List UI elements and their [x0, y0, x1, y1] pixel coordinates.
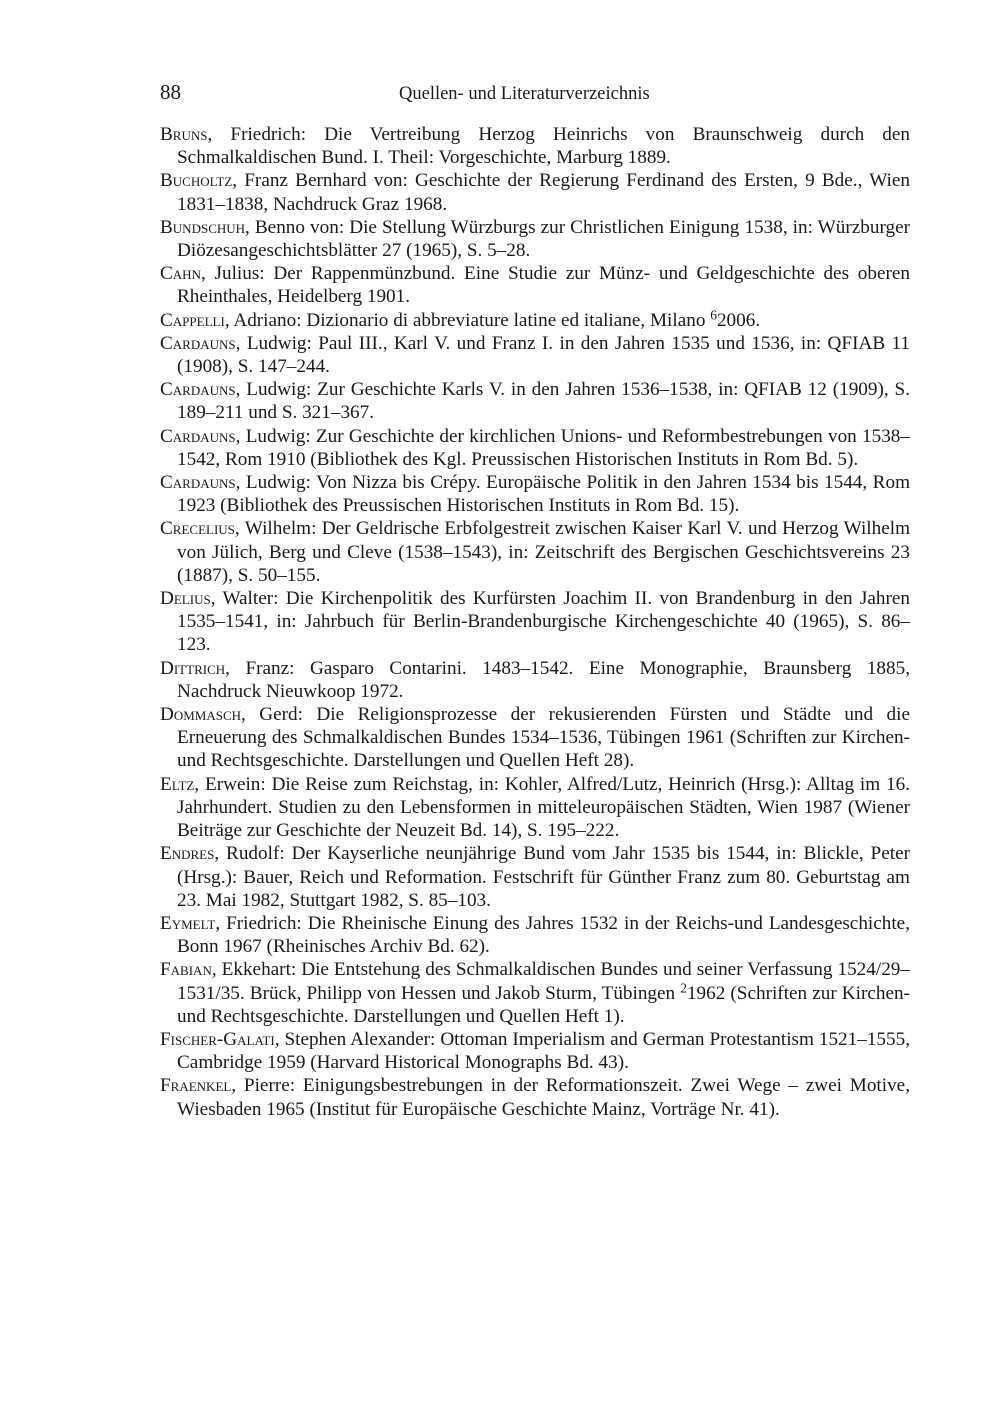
bib-entry	[160, 842, 910, 912]
bib-author: Dommasch	[160, 704, 242, 726]
bib-entry	[160, 262, 910, 308]
bib-author: Fraenkel	[160, 1075, 232, 1097]
bib-text: , Franz: Gasparo Contarini. 1483–1542. Eine Monographie, Braunsberg 1885, Nachdruck Nieuwkoop 1972.	[177, 657, 910, 702]
bib-entry	[160, 306, 910, 332]
bib-text: , Julius: Der Rappenmünzbund. Eine Studie zur Münz- und Geldgeschichte des oberen Rheinthales, Heidelberg 1901.	[177, 263, 910, 308]
bib-entry	[160, 912, 910, 958]
bib-text: , Stephen Alexander: Ottoman Imperialism and German Protestantism 1521–1555, Cambridge 1959 (Harvard Historical Monographs Bd. 43).	[177, 1028, 910, 1074]
bib-entry	[160, 657, 910, 703]
bib-entry	[160, 958, 910, 1028]
bib-text: , Wilhelm: Der Geldrische Erbfolgestreit zwischen Kaiser Karl V. und Herzog Wilhelm von Jülich, Berg und Cleve (1538–1543), in: Zeitschrift des Bergischen Geschichtsvereins 23 (1887), S. 50–155.	[177, 518, 910, 586]
bib-entry	[160, 332, 910, 378]
bib-author: Cardauns	[160, 472, 236, 494]
bib-text: , Ludwig: Von Nizza bis Crépy. Europäische Politik in den Jahren 1534 bis 1544, Rom 1923 (Bibliothek des Preussischen Historischen Instituts in Rom Bd. 15).	[177, 472, 910, 517]
bib-author: Cardauns	[160, 332, 236, 354]
bib-author: Cardauns	[160, 425, 236, 447]
bib-author: Crecelius	[160, 518, 235, 540]
bib-entry	[160, 517, 910, 587]
bib-author: Cappelli	[160, 309, 225, 331]
bib-author: Fabian	[160, 959, 212, 981]
bib-text: , Ludwig: Paul III., Karl V. und Franz I. in den Jahren 1535 und 1536, in: QFIAB 11 (1908), S. 147–244.	[177, 332, 910, 378]
bib-entry	[160, 216, 910, 262]
bib-text: , Walter: Die Kirchenpolitik des Kurfürsten Joachim II. von Brandenburg in den Jahren 1535–1541, in: Jahrbuch für Berlin-Brandenburgische Kirchengeschichte 40 (1965), S. 86–123.	[177, 588, 910, 656]
bib-author: Bruns	[160, 124, 208, 145]
bib-text: , Friedrich: Die Vertreibung Herzog Heinrichs von Braunschweig durch den Schmalkaldischen Bund. I. Theil: Vorgeschichte, Marburg 1889.	[177, 124, 910, 169]
running-head: Quellen- und Literaturverzeichnis	[399, 84, 650, 104]
bib-text: , Benno von: Die Stellung Würzburgs zur Christlichen Einigung 1538, in: Würzburger Diözesangeschichtsblätter 27 (1965), S. 5–28.	[177, 216, 910, 262]
bib-entry	[160, 703, 910, 773]
bib-author: Delius	[160, 588, 211, 610]
bib-author: Endres	[160, 843, 215, 865]
bib-text: , Rudolf: Der Kayserliche neunjährige Bund vom Jahr 1535 bis 1544, in: Blickle, Peter (Hrsg.): Bauer, Reich und Reformation. Festschrift für Günther Franz zum 80. Geburtstag am 23. Mai 1982, Stuttgart 1982, S. 85–103.	[177, 843, 910, 911]
bib-entry	[160, 425, 910, 471]
bib-author: Eymelt	[160, 912, 216, 934]
bib-entry	[160, 169, 910, 215]
bib-author: Cardauns	[160, 379, 236, 401]
bib-author: Eltz	[160, 773, 195, 795]
bib-author: Cahn	[160, 263, 201, 285]
bib-text: , Ludwig: Zur Geschichte Karls V. in den Jahren 1536–1538, in: QFIAB 12 (1909), S. 189–211 und S. 321–367.	[177, 379, 910, 424]
bib-author: Bucholtz	[160, 170, 233, 192]
bib-entry	[160, 773, 910, 843]
edition-superscript: 2	[680, 979, 687, 995]
bib-text: , Pierre: Einigungsbestrebungen in der Reformationszeit. Zwei Wege – zwei Motive, Wiesbaden 1965 (Institut für Europäische Geschichte Mainz, Vorträge Nr. 41).	[177, 1075, 910, 1120]
bib-entry	[160, 1074, 910, 1120]
bib-text: , Adriano: Dizionario di abbreviature latine ed italiane, Milano	[224, 309, 711, 331]
bib-text: , Franz Bernhard von: Geschichte der Regierung Ferdinand des Ersten, 9 Bde., Wien 1831–1838, Nachdruck Graz 1968.	[177, 170, 910, 215]
bib-entry	[160, 1028, 910, 1074]
bib-author: Bundschuh	[160, 216, 246, 238]
bib-text: , Gerd: Die Religionsprozesse der rekusierenden Fürsten und Städte und die Erneuerung des Schmalkaldischen Bundes 1534–1536, Tübingen 1961 (Schriften zur Kirchen- und Rechtsgeschichte. Darstellungen und Quellen Heft 28).	[177, 704, 910, 772]
bib-entry	[160, 123, 910, 169]
edition-superscript: 6	[710, 306, 717, 322]
bib-text-after: 1962 (Schriften zur Kirchen- und Rechtsgeschichte. Darstellungen und Quellen Heft 1).	[177, 982, 910, 1027]
bib-author: Fischer-Galati	[160, 1028, 275, 1050]
bib-entry	[160, 471, 910, 517]
page-number: 88	[160, 80, 181, 104]
bib-text: , Friedrich: Die Rheinische Einung des Jahres 1532 in der Reichs-und Landesgeschichte, Bonn 1967 (Rheinisches Archiv Bd. 62).	[177, 912, 910, 958]
bib-entry	[160, 378, 910, 424]
bib-text-after: 2006.	[716, 309, 761, 331]
bib-text: , Erwein: Die Reise zum Reichstag, in: Kohler, Alfred/Lutz, Heinrich (Hrsg.): Alltag im 16. Jahrhundert. Studien zu den Lebensformen in mitteleuropäischen Städten, Wien 1987 (Wiener Beiträge zur Geschichte der Neuzeit Bd. 14), S. 195–222.	[177, 773, 910, 842]
bib-text: , Ekkehart: Die Entstehung des Schmalkaldischen Bundes und seiner Verfassung 1524/29–1531/35. Brück, Philipp von Hessen und Jakob Sturm, Tübingen	[177, 959, 910, 1004]
bib-entry	[160, 587, 910, 657]
bibliography-list	[160, 123, 910, 1121]
bib-author: Dittrich	[160, 657, 226, 679]
bib-text: , Ludwig: Zur Geschichte der kirchlichen Unions- und Reformbestrebungen von 1538–1542, Rom 1910 (Bibliothek des Kgl. Preussischen Historischen Instituts in Rom Bd. 5).	[177, 425, 910, 470]
